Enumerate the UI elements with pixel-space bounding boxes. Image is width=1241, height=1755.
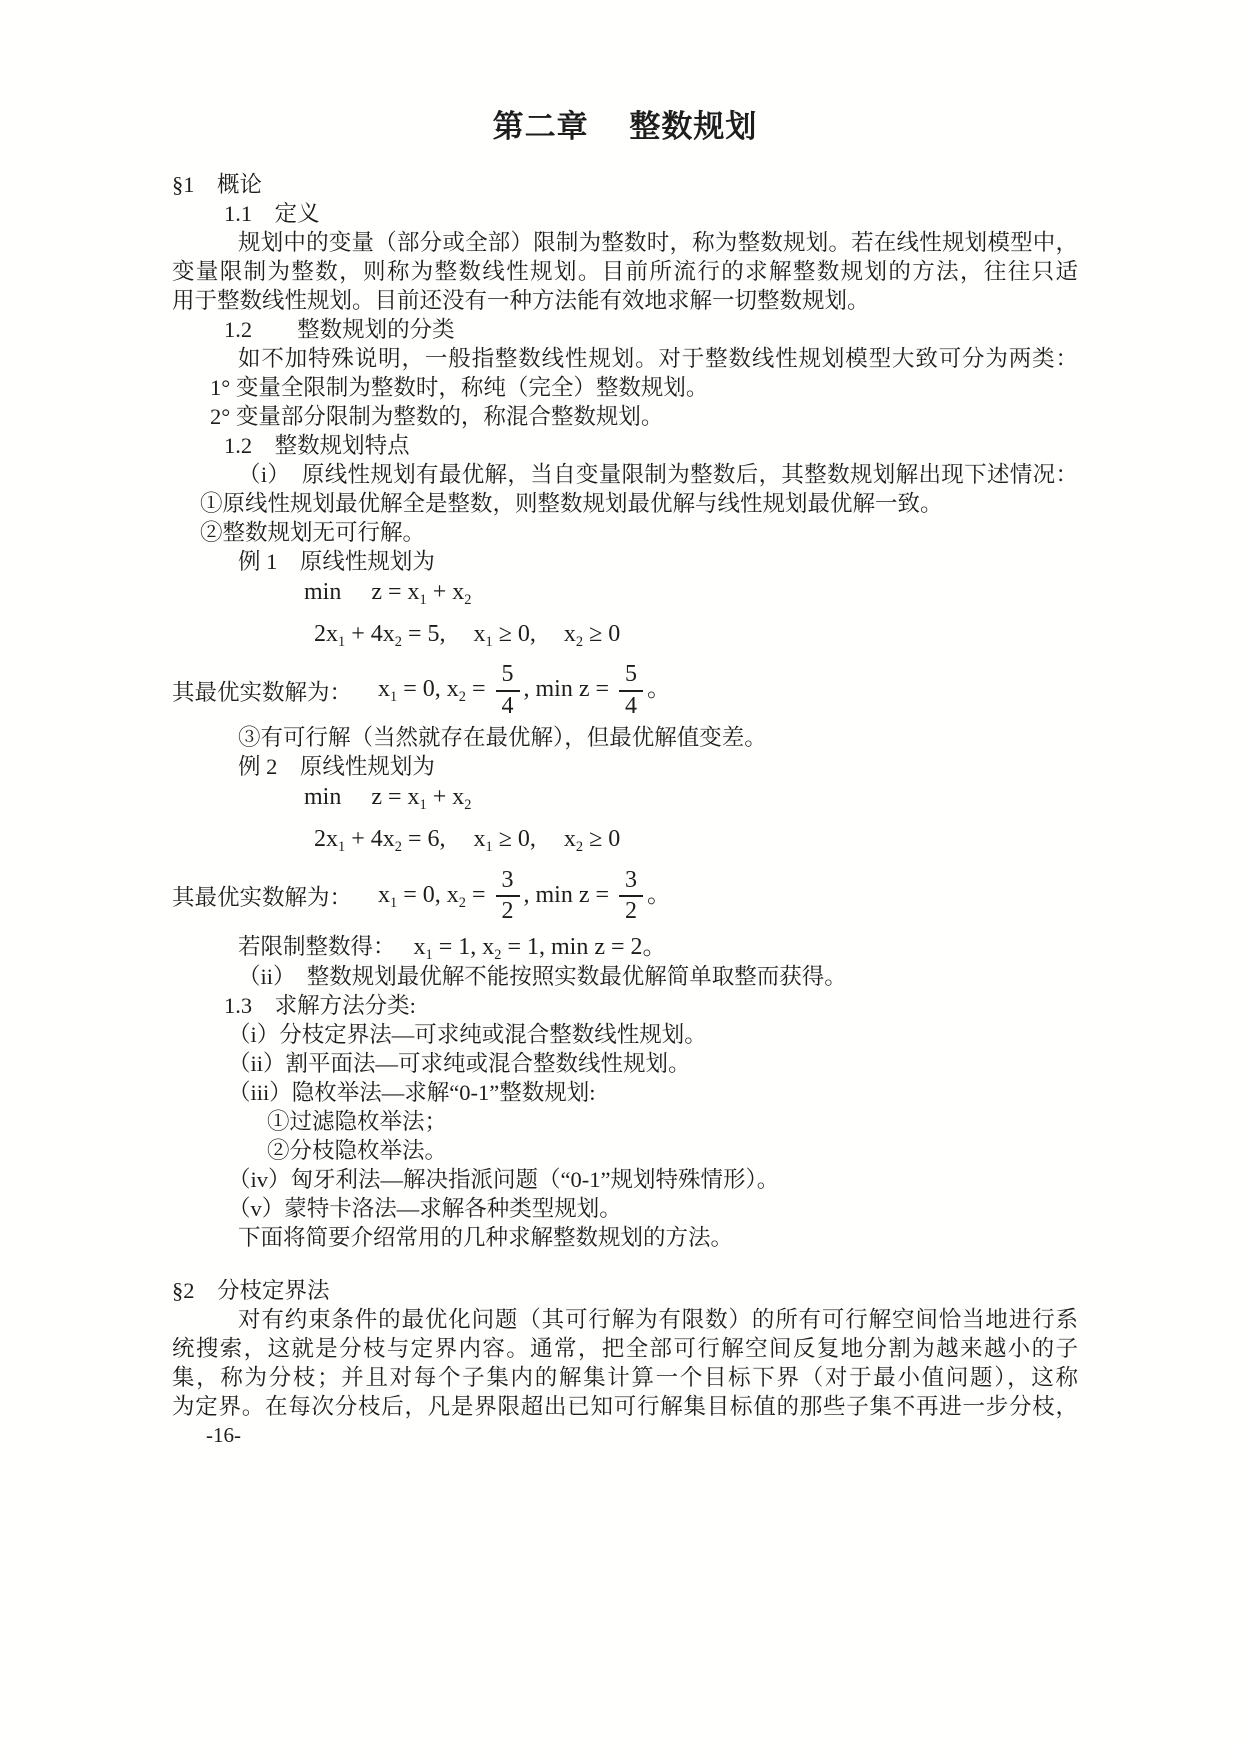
section-1-heading: §1 概论 — [172, 172, 263, 197]
classification-intro-line: 如不加特殊说明，一般指整数线性规划。对于整数线性规划模型大致可分为两类： — [238, 346, 1078, 371]
heading-1-2-classification: 1.2 整数规划的分类 — [224, 317, 455, 342]
example-1-solution-label: 其最优实数解为： — [172, 680, 353, 706]
example-2-integer-equation: $x_1 = 1$, $x_2 = 1$, min z = 2。 — [413, 934, 667, 964]
paragraph-line: 变量限制为整数，则称为整数线性规划。目前所流行的求解整数规划的方法，往往只适 — [172, 259, 1078, 284]
example-2-solution-equation: $x_1 = 0$, $x_2$ = $\frac{3}{2}$ , min z = $\frac{3}{2}$ 。 — [378, 866, 672, 925]
paragraph-line: 规划中的变量（部分或全部）限制为整数时，称为整数规划。若在线性规划模型中， — [238, 230, 1078, 255]
method-item-iii: （iii）隐枚举法—求解“0-1”整数规划: — [228, 1080, 596, 1106]
classification-item-1: 1° 变量全限制为整数时，称纯（完全）整数规划。 — [210, 375, 709, 400]
page-content — [172, 0, 1078, 1450]
method-item-i: （i）分枝定界法—可求纯或混合整数线性规划。 — [228, 1022, 707, 1048]
paragraph-line: 对有约束条件的最优化问题（其可行解为有限数）的所有可行解空间恰当地进行系 — [238, 1307, 1078, 1333]
paragraph-line: 集，称为分枝；并且对每个子集内的解集计算一个目标下界（对于最小值问题），这称 — [172, 1365, 1078, 1391]
method-item-iv: （iv）匈牙利法—解决指派问题（“0-1”规划特殊情形）。 — [228, 1167, 780, 1193]
page-number: -16- — [206, 1423, 241, 1448]
example-1-label: 例 1 原线性规划为 — [238, 549, 435, 574]
example-2-constraint-equation: $2x_1 + 4x_2 = 6$, $x_1 \ge 0$, $x_2 \ge 0$ — [314, 826, 621, 856]
feature-case-2: ②整数规划无可行解。 — [200, 520, 426, 545]
paragraph-line: 统搜索，这就是分枝与定界内容。通常，把全部可行解空间反复地分割为越来越小的子 — [172, 1336, 1078, 1362]
heading-1-1-definition: 1.1 定义 — [224, 201, 320, 226]
example-1-solution-line — [172, 659, 1078, 723]
chapter-title: 第二章 整数规划 — [492, 109, 758, 144]
example-2-integer-label: 若限制整数得： — [238, 934, 396, 960]
example-2-integer-solution-line — [238, 928, 1078, 962]
section-2-heading: §2 分枝定界法 — [172, 1278, 330, 1304]
method-item-iii-sub-2: ②分枝隐枚举法。 — [267, 1138, 448, 1164]
paragraph-line: 用于整数线性规划。目前还没有一种方法能有效地求解一切整数规划。 — [172, 288, 870, 313]
example-2-solution-line — [172, 864, 1078, 928]
method-item-v: （v）蒙特卡洛法—求解各种类型规划。 — [228, 1196, 622, 1222]
classification-item-2: 2° 变量部分限制为整数的，称混合整数规划。 — [210, 404, 664, 429]
feature-item-i: （i） 原线性规划有最优解，当自变量限制为整数后，其整数规划解出现下述情况： — [238, 462, 1078, 487]
section-1-closing-line: 下面将简要介绍常用的几种求解整数规划的方法。 — [238, 1225, 734, 1251]
method-item-iii-sub-1: ①过滤隐枚举法； — [267, 1109, 448, 1135]
example-1-solution-equation: $x_1 = 0$, $x_2$ = $\frac{5}{4}$ , min z = $\frac{5}{4}$ 。 — [378, 661, 672, 720]
example-1-constraint-equation: $2x_1 + 4x_2 = 5$, $x_1 \ge 0$, $x_2 \ge 0$ — [314, 621, 621, 651]
feature-item-ii: （ii） 整数规划最优解不能按照实数最优解简单取整而获得。 — [238, 964, 847, 990]
example-2-objective-equation: $\min z = x_1 + x_2$ — [304, 784, 472, 814]
paragraph-line: 为定界。在每次分枝后，凡是界限超出已知可行解集目标值的那些子集不再进一步分枝， — [172, 1394, 1078, 1420]
example-2-label: 例 2 原线性规划为 — [238, 754, 435, 780]
example-2-solution-label: 其最优实数解为： — [172, 885, 353, 911]
feature-case-1: ①原线性规划最优解全是整数，则整数规划最优解与线性规划最优解一致。 — [200, 491, 943, 516]
heading-1-3-methods: 1.3 求解方法分类: — [224, 993, 416, 1019]
feature-case-3: ③有可行解（当然就存在最优解），但最优解值变差。 — [238, 725, 767, 751]
example-1-objective-equation: $\min z = x_1 + x_2$ — [304, 579, 472, 609]
heading-1-2-features: 1.2 整数规划特点 — [224, 433, 410, 458]
method-item-ii: （ii）割平面法—可求纯或混合整数线性规划。 — [228, 1051, 691, 1077]
